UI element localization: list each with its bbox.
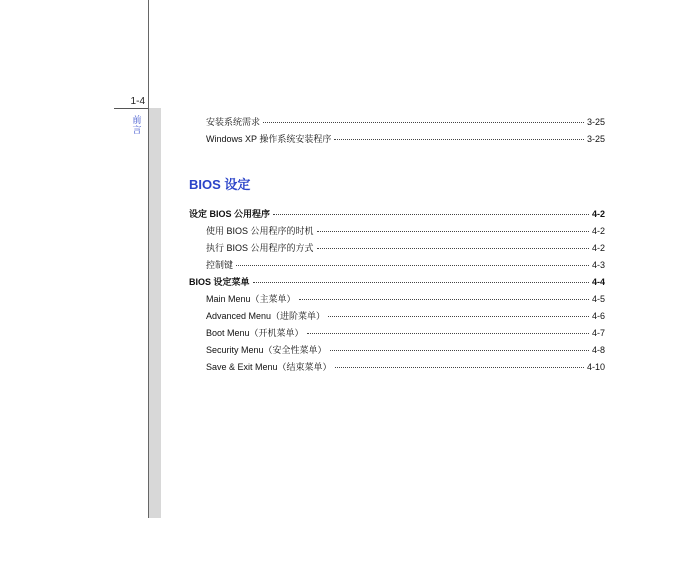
toc-entry-page: 3-25	[586, 134, 605, 144]
toc-leader	[273, 213, 589, 215]
toc-leader	[236, 264, 589, 266]
toc-entry-title: Main Menu（主菜单）	[206, 294, 296, 304]
toc-entry-security-menu[interactable]	[206, 343, 605, 357]
page-number-rule	[114, 108, 148, 109]
toc-entry-title: BIOS 设定菜单	[189, 277, 250, 287]
chapter-heading: BIOS 设定	[189, 177, 251, 192]
toc-entry-when-to-use-bios[interactable]	[206, 224, 605, 238]
toc-entry-title: 设定 BIOS 公用程序	[189, 209, 271, 219]
toc-entry-page: 4-10	[586, 362, 605, 372]
toc-leader	[334, 138, 584, 140]
toc-entry-title: Save & Exit Menu（结束菜单）	[206, 362, 332, 372]
toc-entry-page: 4-2	[591, 243, 605, 253]
toc-entry-page: 4-2	[591, 226, 605, 236]
toc-entry-title: 安装系统需求	[206, 117, 261, 127]
toc-entry-title: Windows XP 操作系统安装程序	[206, 134, 332, 144]
toc-entry-title: 使用 BIOS 公用程序的时机	[206, 226, 314, 236]
toc-entry-page: 4-6	[591, 311, 605, 321]
toc-entry-control-keys[interactable]	[206, 258, 605, 272]
toc-entry-page: 4-7	[591, 328, 605, 338]
toc-leader	[299, 298, 589, 300]
toc-entry-title: Advanced Menu（进阶菜单）	[206, 311, 326, 321]
section-tab: 前言	[132, 116, 142, 136]
toc-entry-page: 4-8	[591, 345, 605, 355]
toc-entry-page: 3-25	[586, 117, 605, 127]
toc-entry-advanced-menu[interactable]	[206, 309, 605, 323]
toc-entry-title: 控制键	[206, 260, 234, 270]
margin-bar	[149, 108, 161, 518]
toc-entry-boot-menu[interactable]	[206, 326, 605, 340]
page-number: 1-4	[130, 96, 145, 107]
toc-entry-title: Security Menu（安全性菜单）	[206, 345, 327, 355]
toc-entry-save-exit-menu[interactable]	[206, 360, 605, 374]
toc-leader	[330, 349, 589, 351]
toc-entry-bios-setup-menu[interactable]	[189, 275, 605, 289]
toc-leader	[307, 332, 589, 334]
toc-leader	[317, 230, 589, 232]
toc-entry-title: 执行 BIOS 公用程序的方式	[206, 243, 314, 253]
toc-entry-page: 4-4	[591, 277, 605, 287]
toc-entry-how-to-run-bios[interactable]	[206, 241, 605, 255]
toc-entry-page: 4-2	[591, 209, 605, 219]
toc-leader	[253, 281, 589, 283]
toc-entry-windows-xp-install[interactable]	[206, 132, 605, 146]
toc-entry-page: 4-3	[591, 260, 605, 270]
toc-entry-system-requirements[interactable]	[206, 115, 605, 129]
toc-leader	[328, 315, 589, 317]
toc-leader	[263, 121, 584, 123]
toc-entry-page: 4-5	[591, 294, 605, 304]
toc-leader	[335, 366, 584, 368]
toc-entry-title: Boot Menu（开机菜单）	[206, 328, 304, 338]
toc-entry-main-menu[interactable]	[206, 292, 605, 306]
toc-entry-bios-setup-utility[interactable]	[189, 207, 605, 221]
toc-leader	[317, 247, 589, 249]
